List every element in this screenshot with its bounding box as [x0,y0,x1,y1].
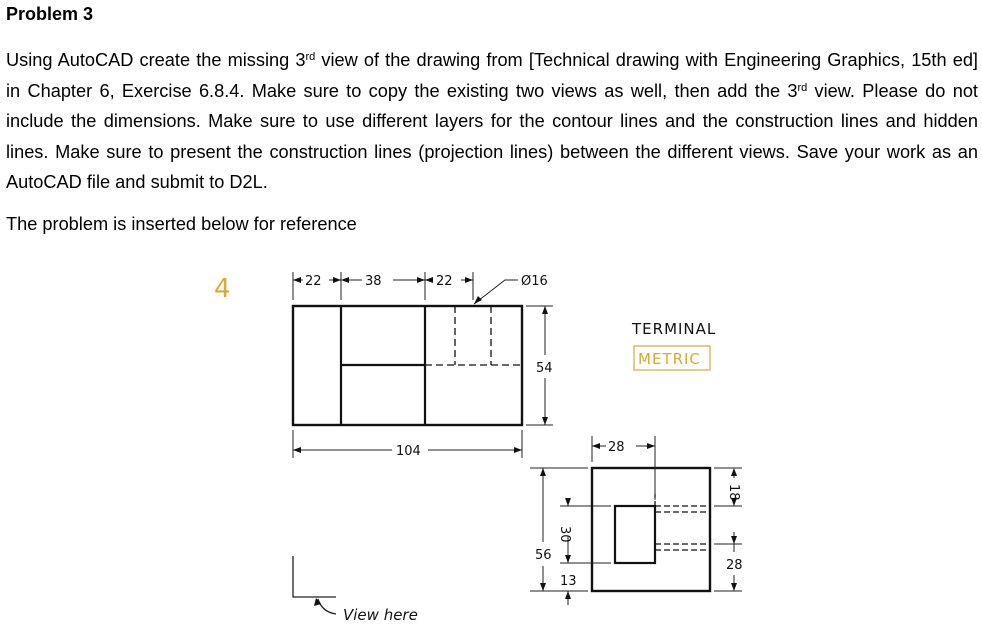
superscript-rd-2: rd [797,81,808,94]
arrow-56-top [540,468,546,476]
side-inner-rect [615,506,655,563]
dim-text-54: 54 [536,361,553,376]
problem-title: Problem 3 [6,4,94,24]
arrow-a-left [293,277,301,283]
units-label: METRIC [638,350,701,368]
arrow-30-bottom [565,555,571,563]
drawing-name: TERMINAL [632,320,717,338]
arrow-104-right [514,447,522,453]
dim-text-22-c: 22 [436,274,453,289]
dim-text-28-right: 28 [726,558,743,573]
instructions-part-2: view of the drawing from [Technical drawing with Engineering Graphics, 15th ed] in Chapter 6, Exercise 6.8.4. Make sure to copy the existing two views as well, then add the 3 [6,50,978,101]
view-corner-mark [293,556,336,597]
arrow-54-bottom [542,417,548,425]
view-here-label: View here [343,606,418,624]
arrow-54-top [542,306,548,314]
dim-text-18: 18 [726,484,741,501]
instructions-part-3: view. Please do not include the dimensions. Make sure to use different layers for the contour lines and the construction lines and hidden lines. Make sure to present the construction lines (projection lines) between the different views. Save your work as an AutoCAD file and submit to D2L. [6,80,978,193]
arrow-56-bottom [540,583,546,591]
dim-text-104: 104 [396,444,421,459]
dim-text-13: 13 [560,574,577,589]
arrow-b-right [417,277,425,283]
exercise-number: 4 [214,274,231,304]
dim-text-diameter: Ø16 [521,274,548,289]
view-leader [318,599,336,614]
arrow-diameter [474,296,482,304]
arrow-30-top [565,498,571,506]
arrow-28-left [592,443,600,449]
dim-text-28-top: 28 [608,440,625,455]
arrow-13-top [565,591,571,599]
side-view [592,468,710,591]
side-outline [592,468,710,591]
arrow-c-right [465,277,473,283]
dim-text-30: 30 [557,526,572,543]
arrow-28-right [647,443,655,449]
dim-text-22-a: 22 [305,274,322,289]
arrow-28r-top [731,536,737,544]
arrow-b-left [341,277,349,283]
dim-text-38: 38 [365,274,382,289]
arrow-104-left [293,447,301,453]
superscript-rd-1: rd [305,50,316,63]
arrow-c-left [425,277,433,283]
arrow-a-right [333,277,341,283]
arrow-18-top [731,468,737,476]
instructions-part-1: Using AutoCAD create the missing 3 [6,50,306,70]
reference-note: The problem is inserted below for reference [6,214,357,234]
front-view [293,306,522,425]
arrow-28r-bottom [731,583,737,591]
dim-text-56: 56 [535,548,552,563]
